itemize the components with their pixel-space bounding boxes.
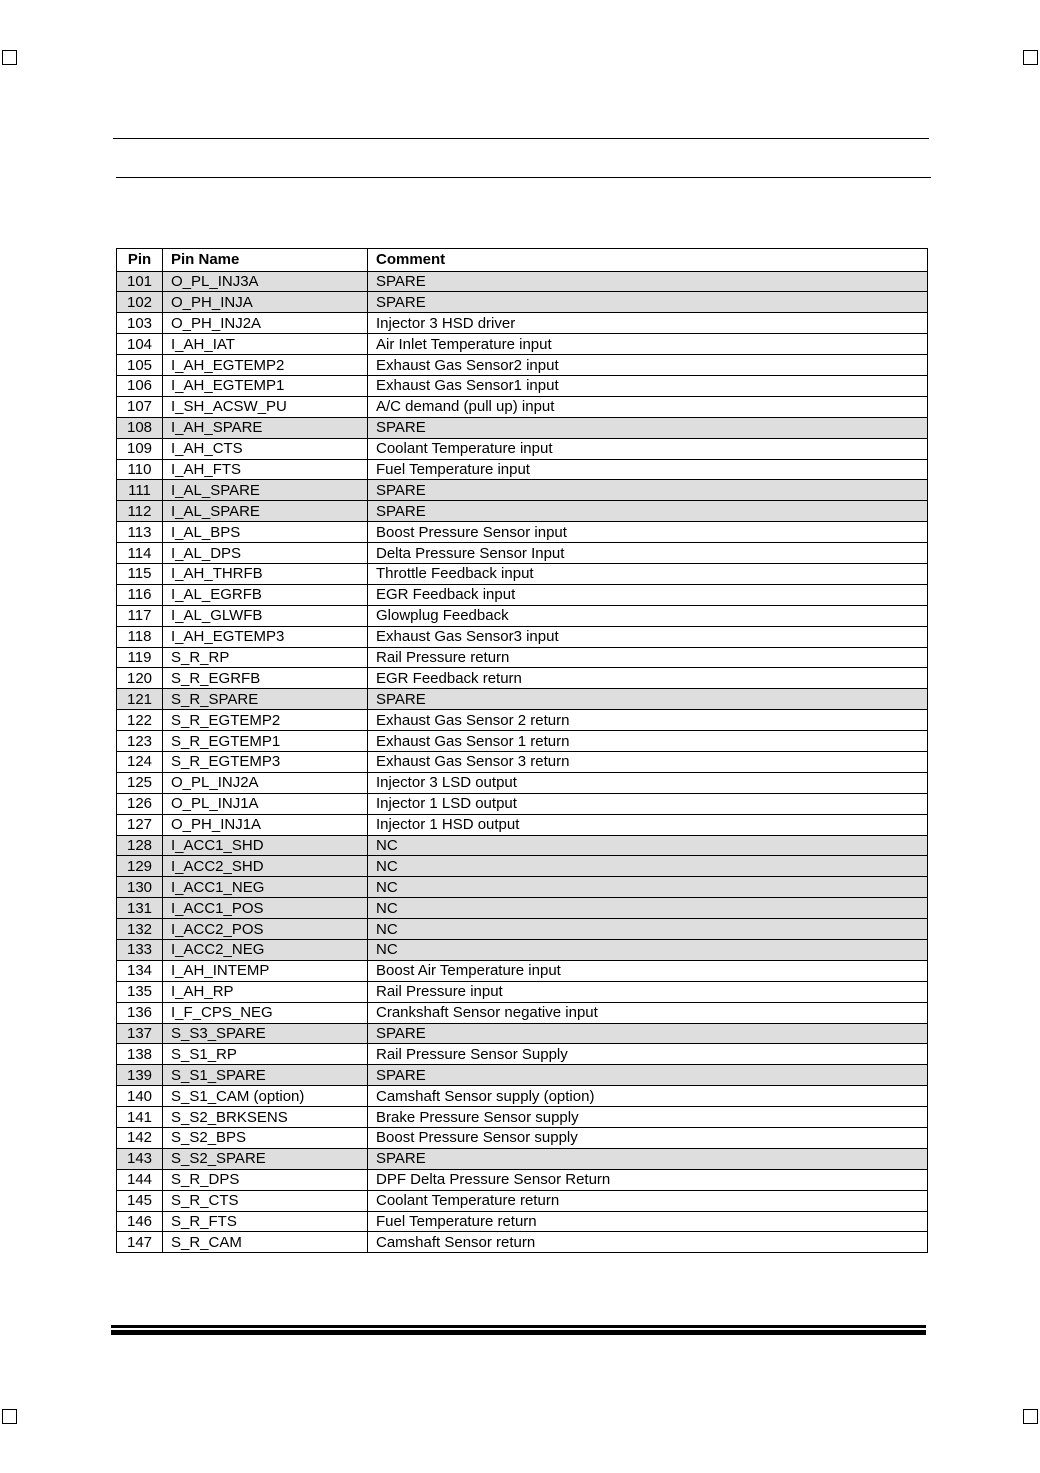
pin-name-cell: I_AL_SPARE xyxy=(163,480,368,501)
pin-name-cell: I_AH_RP xyxy=(163,981,368,1002)
pin-cell: 147 xyxy=(117,1232,163,1253)
table-row xyxy=(117,981,928,1002)
pin-name-cell: S_S2_BPS xyxy=(163,1128,368,1149)
table-row xyxy=(117,501,928,522)
pin-name-cell: S_S2_BRKSENS xyxy=(163,1107,368,1128)
comment-cell: Exhaust Gas Sensor3 input xyxy=(368,626,928,647)
pin-name-cell: I_AL_DPS xyxy=(163,543,368,564)
comment-cell: DPF Delta Pressure Sensor Return xyxy=(368,1169,928,1190)
crop-mark-top-right xyxy=(1023,50,1038,65)
comment-cell: SPARE xyxy=(368,480,928,501)
comment-cell: Injector 1 HSD output xyxy=(368,814,928,835)
pin-name-cell: S_S3_SPARE xyxy=(163,1023,368,1044)
pin-cell: 114 xyxy=(117,543,163,564)
pin-cell: 133 xyxy=(117,940,163,961)
pin-name-cell: I_ACC2_NEG xyxy=(163,940,368,961)
pin-name-cell: I_ACC2_SHD xyxy=(163,856,368,877)
pin-cell: 108 xyxy=(117,417,163,438)
table-row xyxy=(117,1128,928,1149)
table-row xyxy=(117,626,928,647)
pin-cell: 113 xyxy=(117,522,163,543)
pin-name-cell: S_R_FTS xyxy=(163,1211,368,1232)
pin-cell: 123 xyxy=(117,731,163,752)
pin-name-cell: I_AH_SPARE xyxy=(163,417,368,438)
pin-name-cell: I_AH_IAT xyxy=(163,334,368,355)
table-row xyxy=(117,438,928,459)
pin-name-cell: S_R_SPARE xyxy=(163,689,368,710)
comment-cell: Camshaft Sensor return xyxy=(368,1232,928,1253)
pin-name-cell: I_F_CPS_NEG xyxy=(163,1002,368,1023)
pin-cell: 141 xyxy=(117,1107,163,1128)
comment-cell: EGR Feedback input xyxy=(368,584,928,605)
table-row xyxy=(117,1002,928,1023)
header-rule-bottom xyxy=(116,177,931,178)
pin-name-cell: I_AH_EGTEMP3 xyxy=(163,626,368,647)
pin-name-cell: I_ACC1_POS xyxy=(163,898,368,919)
table-row xyxy=(117,1169,928,1190)
comment-cell: Injector 1 LSD output xyxy=(368,793,928,814)
table-row xyxy=(117,1148,928,1169)
pin-cell: 140 xyxy=(117,1086,163,1107)
comment-cell: Rail Pressure return xyxy=(368,647,928,668)
pin-name-cell: S_R_DPS xyxy=(163,1169,368,1190)
table-row xyxy=(117,1107,928,1128)
pin-cell: 137 xyxy=(117,1023,163,1044)
table-row xyxy=(117,1023,928,1044)
table-row xyxy=(117,1044,928,1065)
pin-name-cell: I_SH_ACSW_PU xyxy=(163,396,368,417)
pin-cell: 134 xyxy=(117,960,163,981)
pin-cell: 129 xyxy=(117,856,163,877)
pin-cell: 136 xyxy=(117,1002,163,1023)
pin-name-cell: S_R_EGTEMP3 xyxy=(163,751,368,772)
table-body xyxy=(117,271,928,1253)
table-row xyxy=(117,1232,928,1253)
pin-cell: 139 xyxy=(117,1065,163,1086)
pin-cell: 119 xyxy=(117,647,163,668)
pin-name-cell: I_ACC2_POS xyxy=(163,919,368,940)
crop-mark-top-left xyxy=(2,50,17,65)
pin-name-cell: S_R_EGRFB xyxy=(163,668,368,689)
pin-cell: 110 xyxy=(117,459,163,480)
table-row xyxy=(117,1086,928,1107)
table-row xyxy=(117,814,928,835)
comment-cell: Boost Air Temperature input xyxy=(368,960,928,981)
table-row xyxy=(117,856,928,877)
pin-cell: 116 xyxy=(117,584,163,605)
pin-name-cell: I_AL_EGRFB xyxy=(163,584,368,605)
pin-name-cell: S_S1_CAM (option) xyxy=(163,1086,368,1107)
pin-cell: 102 xyxy=(117,292,163,313)
pin-name-cell: I_AH_EGTEMP2 xyxy=(163,355,368,376)
pin-cell: 117 xyxy=(117,605,163,626)
table-row xyxy=(117,940,928,961)
pin-name-cell: I_AH_CTS xyxy=(163,438,368,459)
pin-name-cell: S_R_CAM xyxy=(163,1232,368,1253)
comment-cell: Injector 3 LSD output xyxy=(368,772,928,793)
pin-name-cell: S_R_CTS xyxy=(163,1190,368,1211)
comment-cell: Air Inlet Temperature input xyxy=(368,334,928,355)
comment-cell: Fuel Temperature return xyxy=(368,1211,928,1232)
table-row xyxy=(117,1065,928,1086)
comment-cell: Throttle Feedback input xyxy=(368,563,928,584)
comment-cell: SPARE xyxy=(368,1023,928,1044)
comment-cell: NC xyxy=(368,856,928,877)
pin-name-cell: O_PL_INJ3A xyxy=(163,271,368,292)
table-row xyxy=(117,751,928,772)
pin-name-cell: S_S1_RP xyxy=(163,1044,368,1065)
comment-cell: Exhaust Gas Sensor 3 return xyxy=(368,751,928,772)
pin-name-cell: I_AL_BPS xyxy=(163,522,368,543)
table-row xyxy=(117,960,928,981)
pin-name-cell: S_R_EGTEMP2 xyxy=(163,710,368,731)
table-row xyxy=(117,793,928,814)
pin-cell: 131 xyxy=(117,898,163,919)
pin-cell: 126 xyxy=(117,793,163,814)
pin-cell: 105 xyxy=(117,355,163,376)
pin-name-cell: I_AL_SPARE xyxy=(163,501,368,522)
comment-cell: NC xyxy=(368,835,928,856)
table-row xyxy=(117,417,928,438)
pin-name-cell: O_PH_INJA xyxy=(163,292,368,313)
pin-cell: 124 xyxy=(117,751,163,772)
pin-cell: 132 xyxy=(117,919,163,940)
pin-name-cell: I_AH_EGTEMP1 xyxy=(163,375,368,396)
table-row xyxy=(117,334,928,355)
table-header-row xyxy=(117,249,928,272)
comment-cell: Exhaust Gas Sensor1 input xyxy=(368,375,928,396)
pin-cell: 142 xyxy=(117,1128,163,1149)
pin-name-cell: S_R_RP xyxy=(163,647,368,668)
table-row xyxy=(117,584,928,605)
table-row xyxy=(117,835,928,856)
header-rule-top xyxy=(113,138,929,139)
header-pin-name: Pin Name xyxy=(163,249,368,272)
comment-cell: SPARE xyxy=(368,689,928,710)
table-row xyxy=(117,375,928,396)
table-row xyxy=(117,522,928,543)
footer-rule-thin xyxy=(111,1325,926,1328)
comment-cell: NC xyxy=(368,898,928,919)
pin-cell: 128 xyxy=(117,835,163,856)
pin-cell: 118 xyxy=(117,626,163,647)
comment-cell: Exhaust Gas Sensor2 input xyxy=(368,355,928,376)
pin-cell: 144 xyxy=(117,1169,163,1190)
comment-cell: Brake Pressure Sensor supply xyxy=(368,1107,928,1128)
table-row xyxy=(117,355,928,376)
comment-cell: Camshaft Sensor supply (option) xyxy=(368,1086,928,1107)
comment-cell: Rail Pressure Sensor Supply xyxy=(368,1044,928,1065)
pin-cell: 101 xyxy=(117,271,163,292)
table-row xyxy=(117,292,928,313)
comment-cell: SPARE xyxy=(368,1148,928,1169)
comment-cell: Injector 3 HSD driver xyxy=(368,313,928,334)
table-row xyxy=(117,689,928,710)
crop-mark-bottom-right xyxy=(1023,1409,1038,1424)
table-row xyxy=(117,480,928,501)
pin-cell: 104 xyxy=(117,334,163,355)
pin-name-cell: I_AH_THRFB xyxy=(163,563,368,584)
header-pin: Pin xyxy=(117,249,163,272)
table-row xyxy=(117,919,928,940)
table-row xyxy=(117,1190,928,1211)
table-row xyxy=(117,543,928,564)
pin-name-cell: S_R_EGTEMP1 xyxy=(163,731,368,752)
pin-cell: 103 xyxy=(117,313,163,334)
table-row xyxy=(117,772,928,793)
comment-cell: Delta Pressure Sensor Input xyxy=(368,543,928,564)
pin-cell: 109 xyxy=(117,438,163,459)
comment-cell: Boost Pressure Sensor supply xyxy=(368,1128,928,1149)
pin-cell: 120 xyxy=(117,668,163,689)
comment-cell: NC xyxy=(368,940,928,961)
pin-cell: 145 xyxy=(117,1190,163,1211)
comment-cell: Exhaust Gas Sensor 1 return xyxy=(368,731,928,752)
table-row xyxy=(117,877,928,898)
pin-cell: 106 xyxy=(117,375,163,396)
table-row xyxy=(117,1211,928,1232)
pin-table xyxy=(116,248,928,1253)
comment-cell: SPARE xyxy=(368,292,928,313)
comment-cell: Fuel Temperature input xyxy=(368,459,928,480)
table-row xyxy=(117,898,928,919)
comment-cell: SPARE xyxy=(368,271,928,292)
comment-cell: SPARE xyxy=(368,501,928,522)
pin-cell: 115 xyxy=(117,563,163,584)
pin-cell: 107 xyxy=(117,396,163,417)
comment-cell: EGR Feedback return xyxy=(368,668,928,689)
pin-cell: 130 xyxy=(117,877,163,898)
comment-cell: NC xyxy=(368,919,928,940)
table-row xyxy=(117,459,928,480)
table-row xyxy=(117,313,928,334)
pin-cell: 121 xyxy=(117,689,163,710)
table-row xyxy=(117,271,928,292)
pin-name-cell: S_S1_SPARE xyxy=(163,1065,368,1086)
pin-cell: 111 xyxy=(117,480,163,501)
comment-cell: SPARE xyxy=(368,1065,928,1086)
pin-cell: 138 xyxy=(117,1044,163,1065)
comment-cell: A/C demand (pull up) input xyxy=(368,396,928,417)
pin-name-cell: O_PL_INJ1A xyxy=(163,793,368,814)
comment-cell: Exhaust Gas Sensor 2 return xyxy=(368,710,928,731)
comment-cell: Coolant Temperature input xyxy=(368,438,928,459)
pin-cell: 112 xyxy=(117,501,163,522)
pin-name-cell: I_AL_GLWFB xyxy=(163,605,368,626)
pin-cell: 146 xyxy=(117,1211,163,1232)
comment-cell: Coolant Temperature return xyxy=(368,1190,928,1211)
pin-name-cell: O_PH_INJ1A xyxy=(163,814,368,835)
table-row xyxy=(117,396,928,417)
pin-name-cell: O_PL_INJ2A xyxy=(163,772,368,793)
table-row xyxy=(117,563,928,584)
pin-cell: 143 xyxy=(117,1148,163,1169)
footer-rule-thick xyxy=(111,1330,926,1335)
comment-cell: SPARE xyxy=(368,417,928,438)
pin-name-cell: O_PH_INJ2A xyxy=(163,313,368,334)
comment-cell: Glowplug Feedback xyxy=(368,605,928,626)
comment-cell: NC xyxy=(368,877,928,898)
comment-cell: Boost Pressure Sensor input xyxy=(368,522,928,543)
pin-name-cell: I_ACC1_NEG xyxy=(163,877,368,898)
table-row xyxy=(117,605,928,626)
pin-name-cell: I_ACC1_SHD xyxy=(163,835,368,856)
pin-name-cell: I_AH_FTS xyxy=(163,459,368,480)
table-row xyxy=(117,647,928,668)
pin-cell: 125 xyxy=(117,772,163,793)
crop-mark-bottom-left xyxy=(2,1409,17,1424)
comment-cell: Rail Pressure input xyxy=(368,981,928,1002)
pin-cell: 127 xyxy=(117,814,163,835)
comment-cell: Crankshaft Sensor negative input xyxy=(368,1002,928,1023)
header-comment: Comment xyxy=(368,249,928,272)
pin-name-cell: I_AH_INTEMP xyxy=(163,960,368,981)
pin-name-cell: S_S2_SPARE xyxy=(163,1148,368,1169)
table-row xyxy=(117,731,928,752)
pin-cell: 135 xyxy=(117,981,163,1002)
table-row xyxy=(117,668,928,689)
pin-cell: 122 xyxy=(117,710,163,731)
table-row xyxy=(117,710,928,731)
